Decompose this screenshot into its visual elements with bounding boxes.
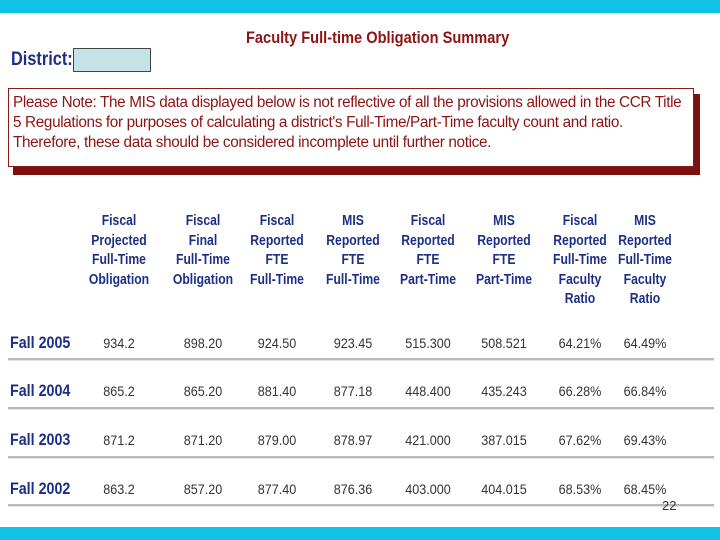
page-number: 22: [662, 498, 677, 513]
table-cell: 404.015: [481, 481, 527, 497]
page-title: Faculty Full-time Obligation Summary: [246, 28, 510, 47]
table-cell: 865.2: [103, 383, 135, 399]
column-header-line: Fiscal: [101, 213, 137, 229]
table-cell: 871.20: [183, 432, 223, 448]
district-field: [73, 48, 151, 72]
row-label: Fall 2005: [10, 333, 71, 352]
column-header-line: Part-Time: [476, 271, 532, 288]
table-cell: 68.53%: [558, 481, 602, 497]
column-header-line: FTE: [265, 252, 289, 268]
column-header-line: Reported: [326, 232, 380, 249]
column-header-line: FTE: [416, 252, 440, 268]
column-header-line: Faculty: [623, 271, 667, 288]
column-header-line: Fiscal: [185, 213, 221, 229]
table-cell: 69.43%: [623, 432, 667, 448]
column-header-line: Full-Time: [176, 252, 230, 268]
table-cell: 857.20: [183, 481, 223, 497]
row-divider: [8, 456, 714, 459]
column-header-line: Full-Time: [618, 252, 672, 268]
table-cell: 865.20: [183, 383, 223, 399]
column-header-line: FTE: [492, 252, 516, 268]
column-header-line: Full-Time: [92, 252, 146, 268]
table-cell: 515.300: [405, 335, 451, 351]
column-header-line: Obligation: [172, 271, 234, 288]
district-label: District:: [11, 49, 73, 70]
column-header-line: MIS: [634, 213, 656, 229]
column-header: [321, 212, 385, 290]
column-header-line: MIS: [342, 213, 364, 229]
table-cell: 435.243: [481, 383, 527, 399]
table-cell: 863.2: [103, 481, 135, 497]
table-cell: 387.015: [481, 432, 527, 448]
table-cell: 448.400: [405, 383, 451, 399]
table-cell: 64.49%: [623, 335, 667, 351]
row-divider: [8, 358, 714, 361]
table-cell: 876.36: [333, 481, 373, 497]
table-cell: 508.521: [481, 335, 527, 351]
row-label: Fall 2003: [10, 430, 71, 449]
column-header-line: MIS: [493, 213, 515, 229]
table-cell: 924.50: [257, 335, 297, 351]
table-cell: 68.45%: [623, 481, 667, 497]
column-header-line: Fiscal: [410, 213, 446, 229]
top-accent-bar: [0, 0, 720, 13]
table-cell: 878.97: [333, 432, 373, 448]
column-header-line: Reported: [477, 232, 531, 249]
column-header: [472, 212, 536, 290]
row-label: Fall 2004: [10, 381, 71, 400]
column-header-line: Full-Time: [553, 252, 607, 268]
table-cell: 923.45: [333, 335, 373, 351]
column-header-line: Full-Time: [250, 271, 304, 288]
column-header-line: Projected: [91, 232, 147, 249]
table-cell: 64.21%: [558, 335, 602, 351]
table-cell: 881.40: [257, 383, 297, 399]
column-header: [396, 212, 460, 290]
table-cell: 66.28%: [558, 383, 602, 399]
row-divider: [8, 504, 714, 507]
column-header-line: Reported: [618, 232, 672, 249]
table-cell: 871.2: [103, 432, 135, 448]
column-header-line: Obligation: [88, 271, 150, 288]
column-header-line: Reported: [553, 232, 607, 249]
column-header-line: Full-Time: [326, 271, 380, 288]
column-header-line: Faculty: [558, 271, 602, 288]
column-header: [87, 212, 151, 290]
table-cell: 877.40: [257, 481, 297, 497]
table-cell: 898.20: [183, 335, 223, 351]
row-label: Fall 2002: [10, 479, 71, 498]
table-cell: 421.000: [405, 432, 451, 448]
table-cell: 934.2: [103, 335, 135, 351]
column-header: [548, 212, 612, 310]
table-cell: 877.18: [333, 383, 373, 399]
table-cell: 879.00: [257, 432, 297, 448]
column-header-line: FTE: [341, 252, 365, 268]
column-header-line: Reported: [401, 232, 455, 249]
note-box: Please Note: The MIS data displayed below is not reflective of all the provisions allowed in the CCR Title 5 Regulations for purposes of calculating a district's Full-Time/Part-Time faculty count and ratio. Therefore, these data should be considered incomplete until further notice.: [8, 88, 694, 167]
column-header-line: Final: [188, 232, 218, 249]
column-header-line: Part-Time: [400, 271, 456, 288]
column-header-line: Fiscal: [562, 213, 598, 229]
column-header: [171, 212, 235, 290]
column-header-line: Reported: [250, 232, 304, 249]
column-header-line: Fiscal: [259, 213, 295, 229]
table-cell: 66.84%: [623, 383, 667, 399]
column-header-line: Ratio: [629, 291, 661, 307]
bottom-accent-bar: [0, 527, 720, 540]
column-header-line: Ratio: [564, 291, 596, 307]
column-header: [613, 212, 677, 310]
row-divider: [8, 407, 714, 410]
table-cell: 67.62%: [558, 432, 602, 448]
table-cell: 403.000: [405, 481, 451, 497]
column-header: [245, 212, 309, 290]
